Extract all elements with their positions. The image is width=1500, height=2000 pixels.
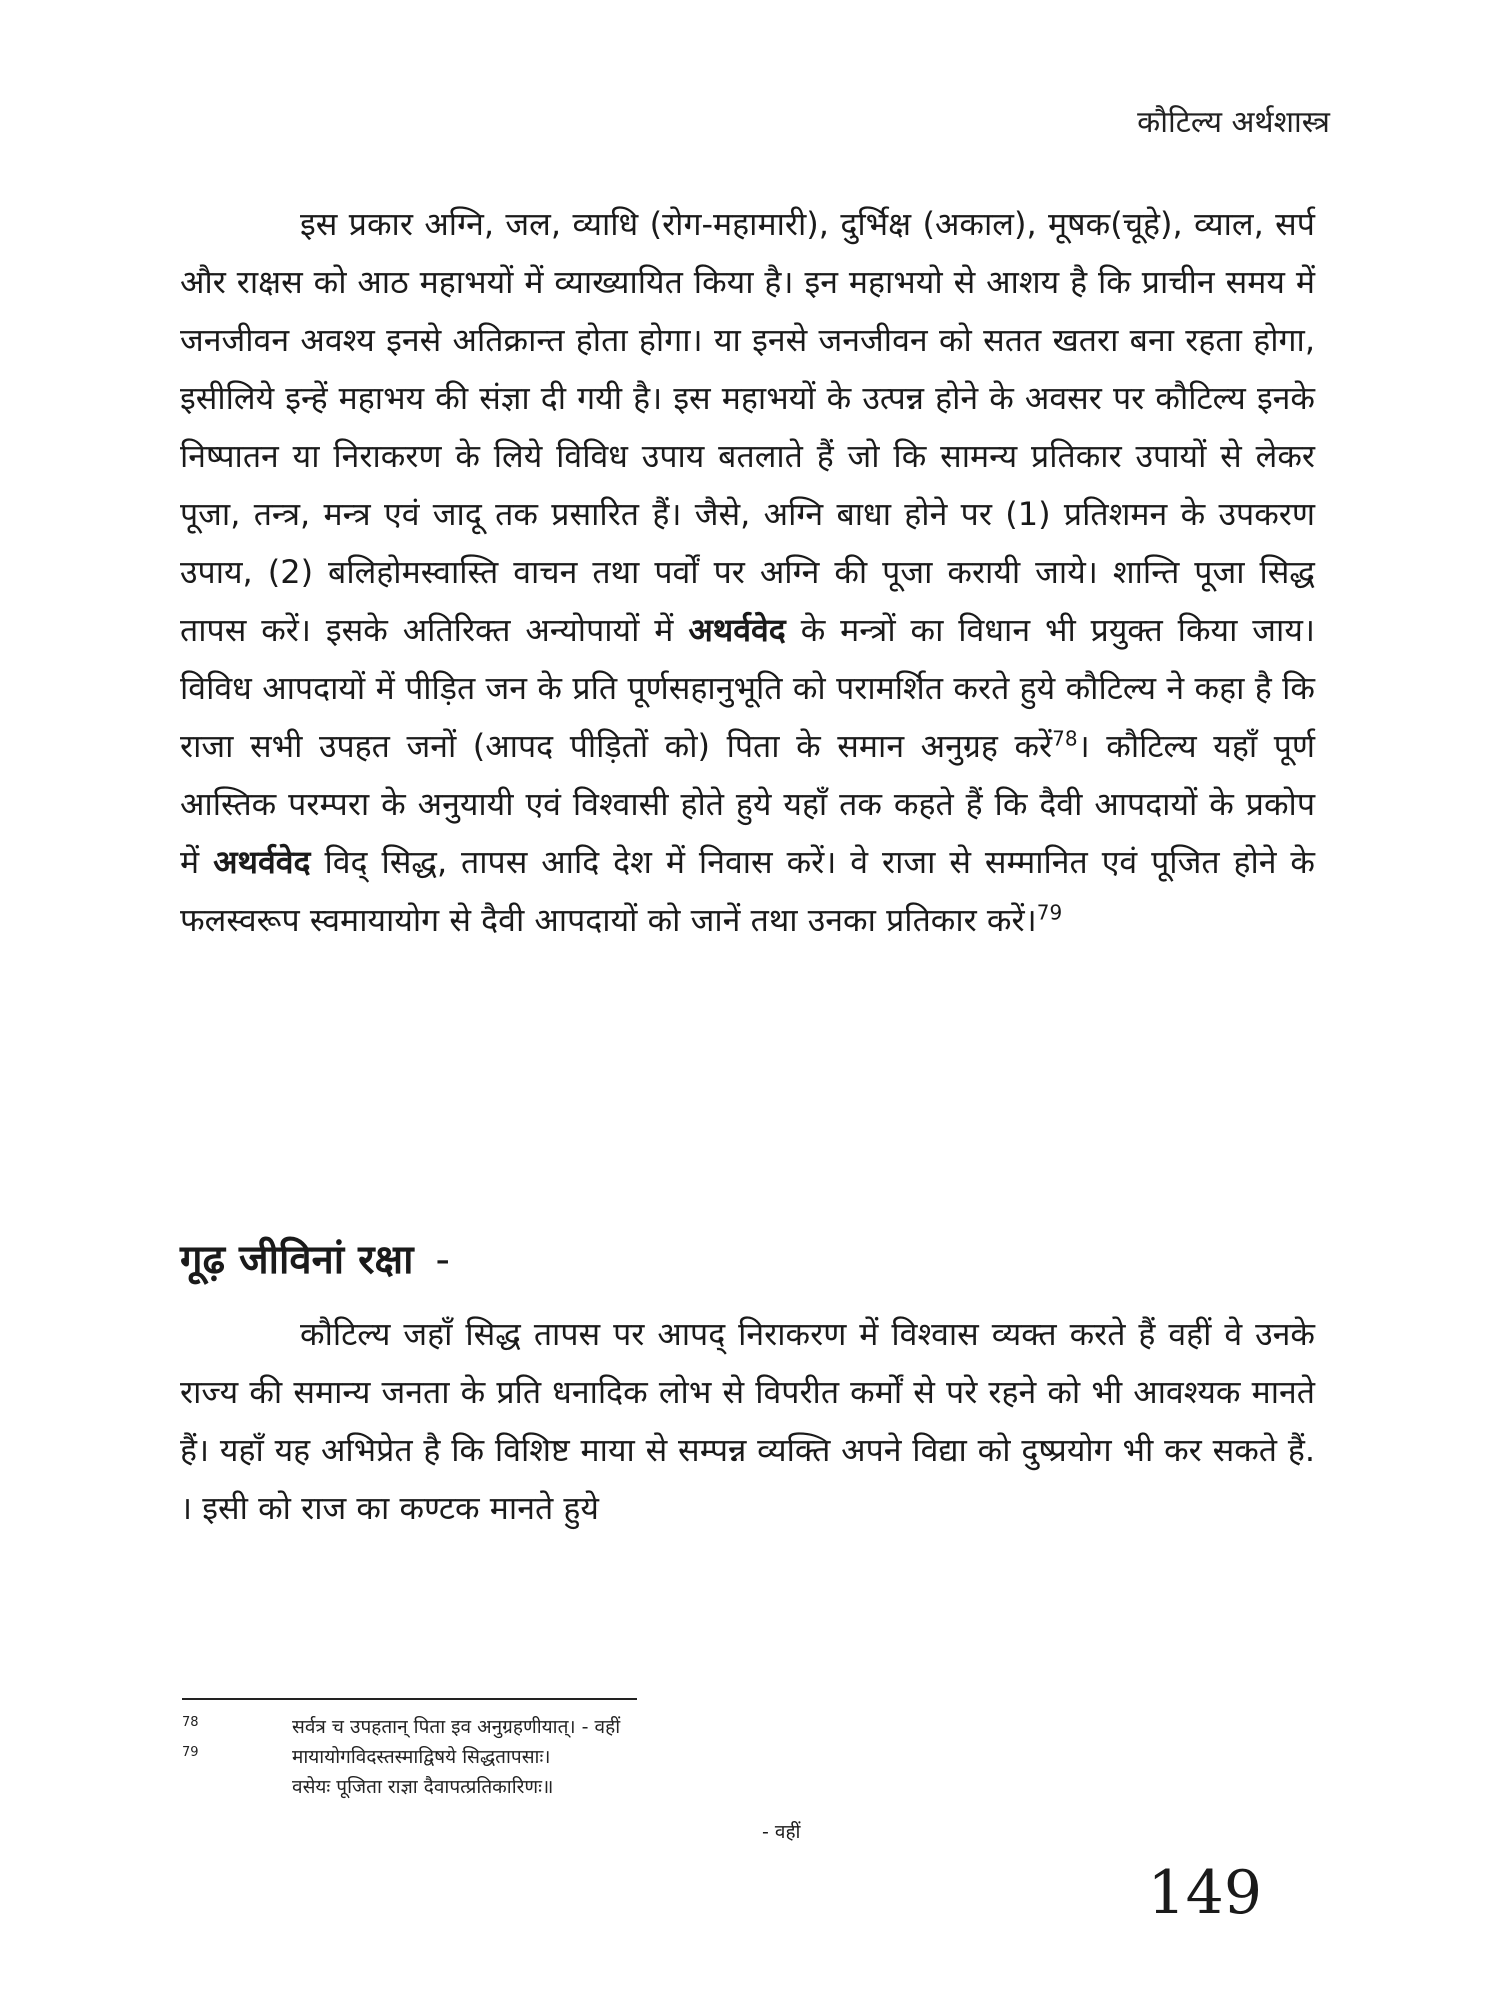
paragraph-text: । कौटिल्य यहाँ पूर्ण आस्तिक परम्परा के अनुयायी एवं विश्वासी होते हुये यहाँ तक कहते हैं कि दैवी आपदायों के प्रकोप में bbox=[180, 727, 1316, 881]
footnote-number: 79 bbox=[182, 1745, 199, 1760]
body-paragraph-1 bbox=[180, 195, 1315, 949]
footnote-79-continued bbox=[182, 1772, 1082, 1802]
section-heading bbox=[180, 1230, 450, 1285]
paragraph-text: इस प्रकार अग्नि, जल, व्याधि (रोग-महामारी), दुर्भिक्ष (अकाल), मूषक(चूहे), व्याल, सर्प और राक्षस को आठ महाभयों में व्याख्यायित किया है। इन महाभयो से आशय है कि प्राचीन समय में जनजीवन अवश्य इनसे अतिक्रान्त होता होगा। या इनसे जनजीवन को सतत खतरा बना रहता होगा, इसीलिये इन्हें महाभय की संज्ञा दी गयी है। इस महाभयों के उत्पन्न होने के अवसर पर कौटिल्य इनके निष्पातन या निराकरण के लिये विविध उपाय बतलाते हैं जो कि सामन्य प्रतिकार उपायों से लेकर पूजा, तन्त्र, मन्त्र एवं जादू तक प्रसारित हैं। जैसे, अग्नि बाधा होने पर (1) प्रतिशमन के उपकरण उपाय, (2) बलिहोमस्वास्ति वाचन तथा पर्वों पर अग्नि की पूजा करायी जाये। शान्ति पूजा सिद्ध तापस करें। इसके अतिरिक्त अन्योपायों में bbox=[180, 205, 1315, 649]
footnote-text: मायायोगविदस्तस्माद्विषये सिद्धतापसाः। bbox=[292, 1746, 551, 1768]
footnote-text: सर्वत्र च उपहतान् पिता इव अनुग्रहणीयात्। - वहीं bbox=[292, 1716, 621, 1738]
footnotes-block bbox=[182, 1712, 1082, 1802]
section-heading-text: गूढ़ जीविनां रक्षा bbox=[180, 1237, 414, 1283]
running-header-title: कौटिल्य अर्थशास्त्र bbox=[1137, 105, 1330, 140]
footnote-text: वसेयः पूजिता राज्ञा दैवापत्प्रतिकारिणः॥ bbox=[292, 1776, 554, 1798]
body-paragraph-2: कौटिल्य जहाँ सिद्ध तापस पर आपद् निराकरण में विश्वास व्यक्त करते हैं वहीं वे उनके राज्य की समान्य जनता के प्रति धनादिक लोभ से विपरीत कर्मों से परे रहने को भी आवश्यक मानते हैं। यहाँ यह अभिप्रेत है कि विशिष्ट माया से सम्पन्न व्यक्ति अपने विद्या को दुष्प्रयोग भी कर सकते हैं. । इसी को राज का कण्टक मानते हुये bbox=[180, 1315, 1315, 1527]
footnote-79 bbox=[182, 1742, 1082, 1772]
paragraph-text: विद् सिद्ध, तापस आदि देश में निवास करें। वे राजा से सम्मानित एवं पूजित होने के फलस्वरूप स्वमायायोग से दैवी आपदायों को जानें तथा उनका प्रतिकार करें। bbox=[180, 843, 1316, 939]
footnote-ref-78[interactable]: 78 bbox=[1052, 726, 1078, 751]
bold-term-atharvaveda: अथर्ववेद bbox=[213, 843, 311, 881]
paragraph-text: के मन्त्रों का विधान भी प्रयुक्त किया जाय। विविध आपदायों में पीड़ित जन के प्रति पूर्णसहानुभूति को परामर्शित करते हुये कौटिल्य ने कहा है कि राजा सभी उपहत जनों (आपद पीड़ितों को) पिता के समान अनुग्रह करें bbox=[180, 611, 1316, 765]
bold-term-atharvaveda: अथर्ववेद bbox=[688, 611, 786, 649]
footnote-source: - वहीं bbox=[762, 1821, 801, 1843]
footnote-divider bbox=[182, 1698, 637, 1700]
footnote-78 bbox=[182, 1712, 1082, 1742]
page-number: 149 bbox=[1147, 1858, 1262, 1928]
footnote-ref-79[interactable]: 79 bbox=[1036, 900, 1063, 925]
footnote-number: 78 bbox=[182, 1715, 199, 1730]
section-heading-dash: - bbox=[435, 1237, 450, 1283]
